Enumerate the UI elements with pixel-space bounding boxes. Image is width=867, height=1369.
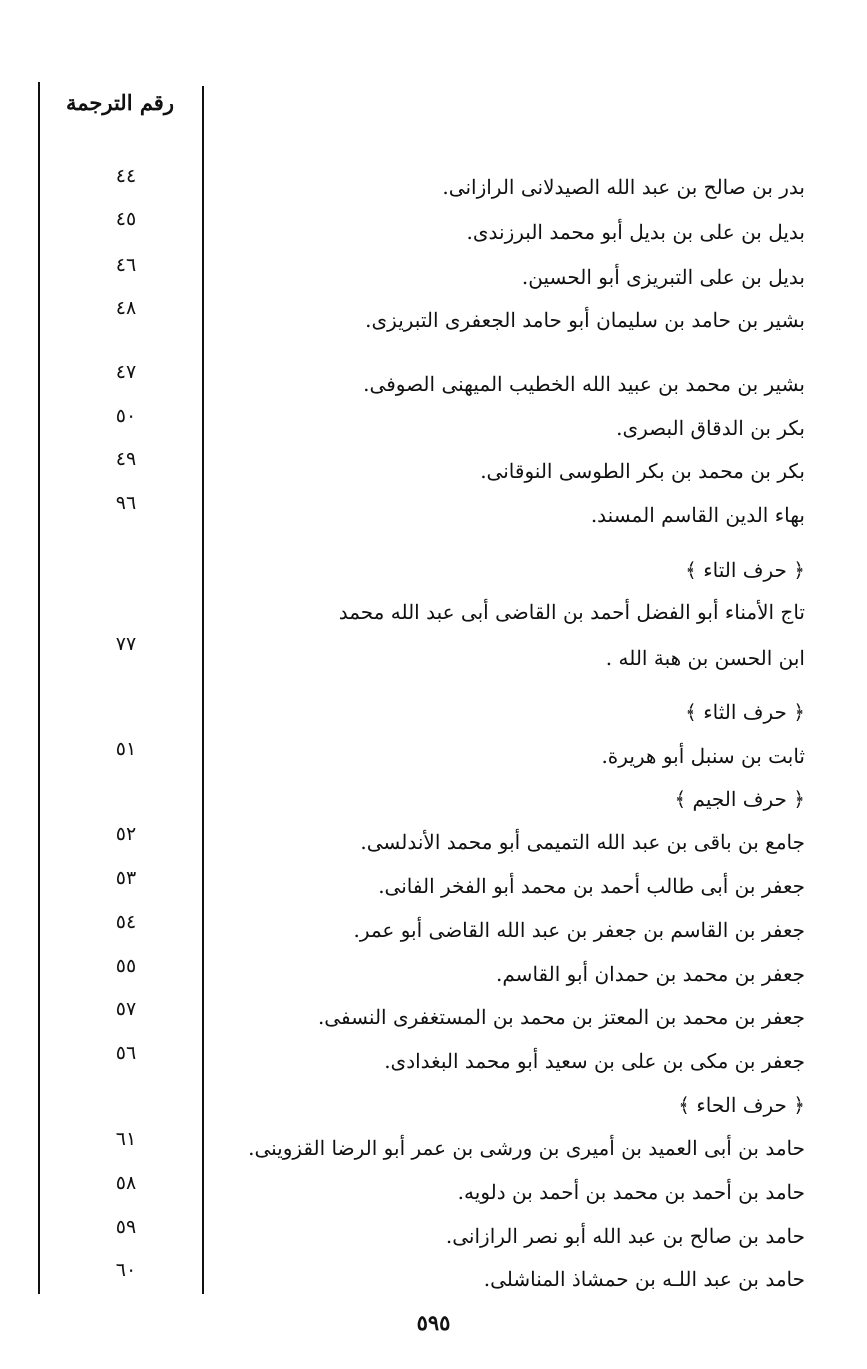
section-heading-ta: ﴿ حرف التاء ﴾ xyxy=(685,558,805,582)
index-entry: بديل بن على التبريزى أبو الحسين. xyxy=(521,265,805,289)
entry-number: ٥٨ xyxy=(115,1172,137,1194)
page-number: ٥٩٥ xyxy=(416,1310,451,1335)
index-entry: تاج الأمناء أبو الفضل أحمد بن القاضى أبى عبد الله محمد xyxy=(338,600,805,624)
entry-number: ٩٦ xyxy=(115,492,137,514)
entry-number: ٧٧ xyxy=(115,633,137,655)
entry-number: ٥٤ xyxy=(115,911,137,933)
section-heading-jim: ﴿ حرف الجيم ﴾ xyxy=(674,787,805,811)
index-entry: حامد بن أبى العميد بن أميرى بن ورشى بن عمر أبو الرضا القزوينى. xyxy=(248,1136,805,1160)
entry-number: ٤٤ xyxy=(115,165,137,187)
entry-number: ٤٥ xyxy=(115,208,137,230)
entry-number: ٥٢ xyxy=(115,823,137,845)
entry-number: ٤٧ xyxy=(115,361,137,383)
entry-number: ٥٣ xyxy=(115,867,137,889)
index-entry: جامع بن باقى بن عبد الله التميمى أبو محمد الأندلسى. xyxy=(360,830,805,854)
entry-number: ٤٨ xyxy=(115,297,137,319)
section-heading-ha: ﴿ حرف الحاء ﴾ xyxy=(678,1093,805,1117)
index-entry: جعفر بن القاسم بن جعفر بن عبد الله القاضى أبو عمر. xyxy=(353,918,805,942)
index-entry: جعفر بن مكى بن على بن سعيد أبو محمد البغدادى. xyxy=(384,1049,805,1073)
entry-number: ٥٧ xyxy=(115,998,137,1020)
number-column-header: رقم الترجمة xyxy=(65,90,174,115)
entry-number: ٤٩ xyxy=(115,448,137,470)
index-entry: جعفر بن محمد بن حمدان أبو القاسم. xyxy=(496,962,805,986)
index-entry: جعفر بن أبى طالب أحمد بن محمد أبو الفخر الفانى. xyxy=(378,874,805,898)
index-entry: بدر بن صالح بن عبد الله الصيدلانى الرازانى. xyxy=(442,175,805,199)
index-entry: جعفر بن محمد بن المعتز بن محمد بن المستغفرى النسفى. xyxy=(317,1005,805,1029)
index-entry: حامد بن صالح بن عبد الله أبو نصر الرازانى. xyxy=(445,1224,805,1248)
index-entry: ثابت بن سنبل أبو هريرة. xyxy=(601,744,805,768)
index-entry: بشير بن محمد بن عبيد الله الخطيب الميهنى الصوفى. xyxy=(363,372,805,396)
index-entry: حامد بن أحمد بن محمد بن أحمد بن دلويه. xyxy=(457,1180,805,1204)
entry-number: ٥٥ xyxy=(115,955,137,977)
index-entry-continuation: ابن الحسن بن هبة الله . xyxy=(605,646,805,670)
entry-number: ٥٦ xyxy=(115,1042,137,1064)
index-entry: بديل بن على بن بديل أبو محمد البرزندى. xyxy=(466,220,805,244)
index-entry: بكر بن الدقاق البصرى. xyxy=(616,416,805,440)
index-entry: بشير بن حامد بن سليمان أبو حامد الجعفرى التبريزى. xyxy=(365,308,805,332)
index-entry: بهاء الدين القاسم المسند. xyxy=(590,503,805,527)
entry-number: ٦٠ xyxy=(115,1259,137,1281)
entry-number: ٦١ xyxy=(115,1128,137,1150)
entry-number: ٥٩ xyxy=(115,1216,137,1238)
index-entry: بكر بن محمد بن بكر الطوسى النوقانى. xyxy=(480,459,805,483)
index-entry: حامد بن عبد اللـه بن حمشاذ المناشلى. xyxy=(483,1267,805,1291)
entry-number: ٥١ xyxy=(115,738,137,760)
entry-number: ٤٦ xyxy=(115,254,137,276)
section-heading-tha: ﴿ حرف الثاء ﴾ xyxy=(685,700,805,724)
entry-number: ٥٠ xyxy=(115,405,137,427)
